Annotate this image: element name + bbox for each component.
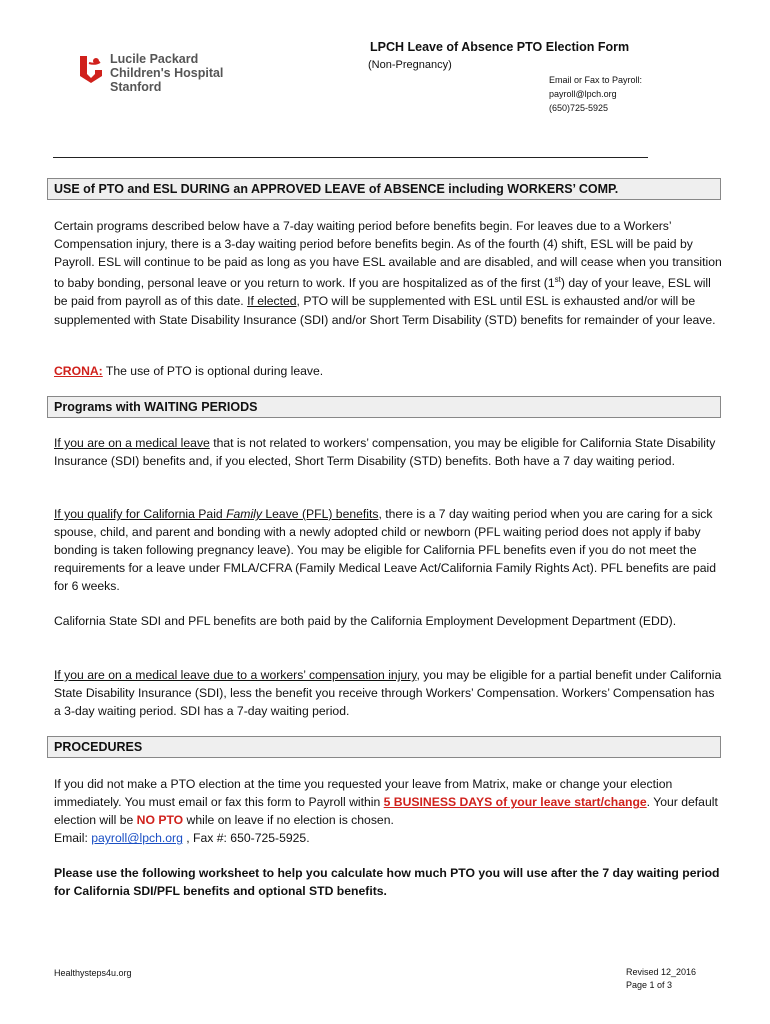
workers-comp-paragraph bbox=[54, 666, 724, 720]
email-label: Email: bbox=[54, 831, 92, 846]
pto-esl-text-3: , PTO will be supplemented with ESL until ESL is exhausted and/or will be supplemented with State Disability Insurance (SDI) and/or Short Term Disability (STD) benefits for remainder of your leave. bbox=[54, 294, 716, 327]
contact-phone: (650)725-5925 bbox=[549, 103, 609, 113]
edd-paragraph: California State SDI and PFL benefits are both paid by the California Employment Development Department (EDD). bbox=[54, 614, 677, 628]
logo-icon bbox=[78, 54, 104, 84]
page-number: Page 1 of 3 bbox=[626, 980, 673, 990]
header-divider bbox=[53, 157, 648, 158]
footer-meta bbox=[626, 966, 696, 992]
section-heading-waiting-periods: Programs with WAITING PERIODS bbox=[47, 396, 721, 418]
if-elected-underlined: If elected bbox=[247, 294, 297, 309]
procedures-paragraph bbox=[54, 775, 724, 847]
crona-label: CRONA: bbox=[54, 364, 103, 378]
pfl-text: , there is a 7 day waiting period when you are caring for a sick spouse, child, and parent and bonding with a newly adopted child or newborn (PFL waiting period does not apply if baby bonding is taken following pregnancy leave). You may be eligible for California PFL benefits even if you do not meet the requirements for a leave under FMLA/CFRA (Family Medical Leave Act/California Family Rights Act). PFL benefits are paid for 6 weeks. bbox=[54, 507, 717, 594]
revised-date: Revised 12_2016 bbox=[626, 967, 697, 977]
five-business-days: 5 BUSINESS DAYS of your leave start/change bbox=[383, 795, 647, 810]
procedures-text-1: If you did not make a PTO election at the time you requested your leave from Matrix, make or change your election immediately. You must email or fax this form to Payroll within bbox=[54, 777, 673, 810]
pto-esl-text-1: Certain programs described below have a 7-day waiting period before benefits begin. For leaves due to a Workers’ Compensation injury, there is a 3-day waiting period before benefits begin. As of the fourth (4) shift, ESL will be paid by Payroll. ESL will continue to be paid as long as you have ESL available and are disabled, and will cease when you transition to baby bonding, personal leave or you return to work. If you are hospitalized as of the first (1 bbox=[54, 219, 722, 291]
crona-paragraph bbox=[54, 362, 724, 380]
form-subtitle: (Non-Pregnancy) bbox=[368, 59, 452, 71]
workers-comp-underlined: If you are on a medical leave due to a workers’ compensation injury bbox=[54, 668, 417, 682]
pto-esl-paragraph bbox=[54, 217, 724, 329]
ordinal-sup: st bbox=[554, 275, 561, 285]
contact-label: Email or Fax to Payroll: bbox=[549, 75, 643, 85]
crona-text: The use of PTO is optional during leave. bbox=[102, 364, 324, 378]
medical-leave-text: that is not related to workers’ compensation, you may be eligible for California State Disability Insurance (SDI) benefits and, if you elected, Short Term Disability (STD) benefits. Both have a 7 day waiting period. bbox=[54, 436, 716, 469]
pfl-underlined-1: If you qualify for California Paid bbox=[54, 507, 227, 521]
procedures-text-3: while on leave if no election is chosen. bbox=[183, 813, 394, 828]
hospital-logo bbox=[78, 52, 223, 94]
medical-leave-underlined: If you are on a medical leave bbox=[54, 436, 210, 450]
pfl-underlined-2: Leave (PFL) benefits bbox=[261, 507, 379, 521]
workers-comp-text: , you may be eligible for a partial benefit under California State Disability Insurance (SDI), less the benefit you receive through Workers’ Compensation. Workers’ Compensation has a 3-day waiting period. SDI has a 7-day waiting period. bbox=[54, 668, 722, 719]
medical-leave-paragraph bbox=[54, 434, 724, 470]
pto-esl-text-2: ) day of your leave, ESL will be paid from payroll as of this date. bbox=[54, 276, 711, 309]
logo-line-2: Children's Hospital bbox=[110, 66, 224, 80]
logo-line-3: Stanford bbox=[110, 80, 162, 94]
worksheet-note: Please use the following worksheet to help you calculate how much PTO you will use after the 7 day waiting period for California SDI/PFL benefits and optional STD benefits. bbox=[54, 866, 720, 899]
form-title: LPCH Leave of Absence PTO Election Form bbox=[370, 40, 630, 54]
payroll-email-link[interactable]: payroll@lpch.org bbox=[91, 831, 183, 846]
section-heading-pto-esl: USE of PTO and ESL DURING an APPROVED LEAVE of ABSENCE including WORKERS’ COMP. bbox=[47, 178, 721, 200]
payroll-contact bbox=[549, 73, 642, 115]
footer-website: Healthysteps4u.org bbox=[54, 968, 132, 978]
section-heading-procedures: PROCEDURES bbox=[47, 736, 721, 758]
pfl-paragraph bbox=[54, 505, 724, 595]
fax-text: , Fax #: 650-725-5925. bbox=[182, 831, 310, 846]
no-pto: NO PTO bbox=[136, 813, 184, 828]
logo-line-1: Lucile Packard bbox=[110, 52, 199, 66]
pfl-family-italic: Family bbox=[226, 507, 262, 521]
procedures-text-2: . Your default election will be bbox=[54, 795, 718, 828]
contact-email[interactable]: payroll@lpch.org bbox=[549, 89, 617, 99]
